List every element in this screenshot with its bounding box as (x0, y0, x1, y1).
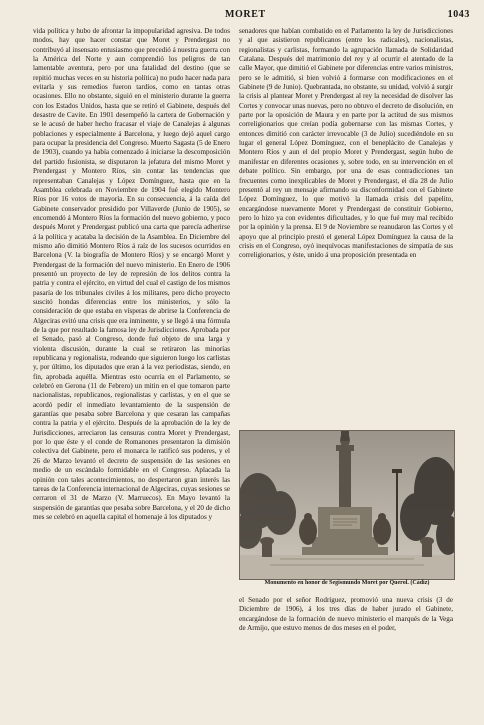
right-column-top (239, 27, 453, 423)
page-number: 1043 (447, 9, 470, 20)
monument-illustration (240, 431, 454, 579)
left-column (33, 27, 230, 717)
photo-caption: Monumento en honor de Segismundo Moret por Querol. (Cádiz) (264, 580, 430, 586)
right-column-top-text: senadores que habían combatido en el Parlamento la ley de Jurisdicciones y al que asistieron republicanos (entre los radicales), nacionalistas, regionalistas y carlistas, formando la agrupación llamada de Solidaridad Catalana. Después del matrimonio del rey y al ocurrir el atentado de la calle Mayor, que dimitió el Gabinete por diferencias entre varios ministros, pero se le admitió, si bien volvió á formarse con modificaciones en el Gabinete (9 de Junio). Quebrantada, no obstante, su unidad, volvió á surgir la crisis al plantear Moret y Prendergast al rey la necesidad de disolver las Cortes y convocar unas nuevas, pero no obtuvo el decreto de disolución, en parte por la oposición de Maura y en parte por la actitud de sus mismos correligionarios que creían podía gobernarse con las mismas Cortes, y entonces dimitió con carácter irrevocable (3 de Julio) sucediéndole en su lugar el general López Domínguez, con el beneplácito de Canalejas y Montero Ríos y aun el del propio Moret y Prendergast, según hubo de manifestar en diferentes ocasiones y, sobre todo, en su intervención en el debate político. Sin embargo, por una de esas contradicciones tan frecuentes como inexplicables de Moret y Prendergast, el día 28 de Julio presentó al rey un mensaje afirmando su disconformidad con el Gabinete López Domínguez, lo que motivó la llamada crisis del papelito, encargándose nuevamente Moret y Prendergast de constituir Gobierno, pero lo hizo ya con evidentes dificultades, y lo que fué muy mal recibido por la opinión y la prensa. El 9 de Noviembre se reanudaron las Cortes y el apoyo que al principio prestó el general López Domínguez la causa de la crisis en el Congreso, oyó inequívocas manifestaciones de simpatía de sus correligionarios, y éste, unido á una proposición presentada en (239, 27, 453, 260)
running-head: MORET (225, 9, 266, 20)
left-column-text: vida política y hubo de afrontar la impopularidad agresiva. De todos modos, hay que hacer constar que Moret y Prendergast no contribuyó al insensato entusiasmo que precedió á nuestra guerra con la América del Norte y aun comprendió los peligros de tan lamentable aventura, pero por una fatalidad del destino (que se repitió muchas veces en su historia política) no pudo hacer nada para evitarla y sus remedios fueron tardíos, como en tantas otras ocasiones. Ello no obstante, siguió en el ministerio durante la guerra con los Estados Unidos, hasta que se retiró el Gabinete, después del desastre de Cavite. En 1901 desempeñó la cartera de Gobernación y se le acusó de haber hecho fracasar el viaje de Canalejas á algunas poblaciones y especialmente á Barcelona, y luego dejó aquel cargo para ocupar la presidencia del Congreso. Muerto Sagasta (5 de Enero de 1903), cuando ya había comenzado á iniciarse la descomposición del partido fusionista, se disputaron la jefatura del mismo Moret y Prendergast y Montero Ríos, sin contar las tendencias que representaban Canalejas y López Domínguez, hasta que en la Asamblea celebrada en Noviembre de 1904 fué elegido Montero Ríos por 16 votos de mayoría. En su consecuencia, á la caída del Gabinete conservador presidido por Villaverde (Junio de 1905), se encomendó á Montero Ríos la formación del nuevo gobierno, y poco después Moret y Prendergast publicó una carta que parecía adherirse á la política y acataba la decisión de la Asamblea. En Diciembre del mismo año dimitió Montero Ríos á raíz de los sucesos ocurridos en Barcelona (V. la biografía de Montero Ríos) y se encargó Moret y Prendergast de la formación del nuevo ministerio. En Enero de 1906 presentó un proyecto de ley de represión de los delitos contra la patria y contra el ejército, en virtud del cual el castigo de los mismos pasaría de los tribunales civiles á los militares, pero dicho proyecto suscitó hondas diferencias entre los ministerios, y sólo la consideración de que estaba en vísperas de abrirse la Conferencia de Algeciras evitó una crisis que era inminente, y se llegó á una fórmula de la que por resultado la famosa ley de Jurisdicciones. Aprobada por el Senado, pasó al Congreso, donde fué objeto de una larga y violenta discusión, durante la cual se retiraron las minorías republicana y regionalista, rodeando que siguieron luego los carlistas y, por último, los diputados que eran á la vez periodistas, siendo, en fin, aprobada aquélla. Mientras esto ocurría en el Parlamento, se celebró en Gerona (11 de Febrero) un mitin en el que tomaron parte nacionalistas, republicanos, regionalistas y carlistas, y en el que se acordó pedir el inmediato levantamiento de la suspensión de garantías que pesaba sobre Barcelona y que cesaran las campañas contra la patria y el ejército. Después de la aprobación de la ley de Jurisdicciones, arreciaron las censuras contra Moret y Prendergast, por lo que éste y el conde de Romanones presentaron la dimisión colectiva del Gabinete, pero el monarca le ratificó sus poderes, y el 26 de Marzo levantó el decreto de suspensión de las sesiones en medio de un escándalo formidable en el Congreso. Aplacada la opinión con tales acontecimientos, no despertaron gran interés las tareas de la Conferencia internacional de Algeciras, cuyas sesiones se cerraron el 31 de Marzo (V. Marruecos). En Mayo levantó la suspensión de garantías que pesaba sobre Barcelona, y el 20 de dicho mes se celebró en aquella capital el homenaje á los diputados y (33, 27, 230, 521)
page-header (0, 9, 484, 23)
right-column-bottom-text: el Senado por el señor Rodríguez, promovió una nueva crisis (3 de Diciembre de 1906), á los tres días de haber jurado el Gabinete, encargándose de la formación de nuevo ministerio el marqués de la Vega de Armijo, que estuvo menos de dos meses en el poder, (239, 596, 453, 633)
right-column-bottom (239, 596, 453, 718)
monument-photo (239, 430, 455, 580)
